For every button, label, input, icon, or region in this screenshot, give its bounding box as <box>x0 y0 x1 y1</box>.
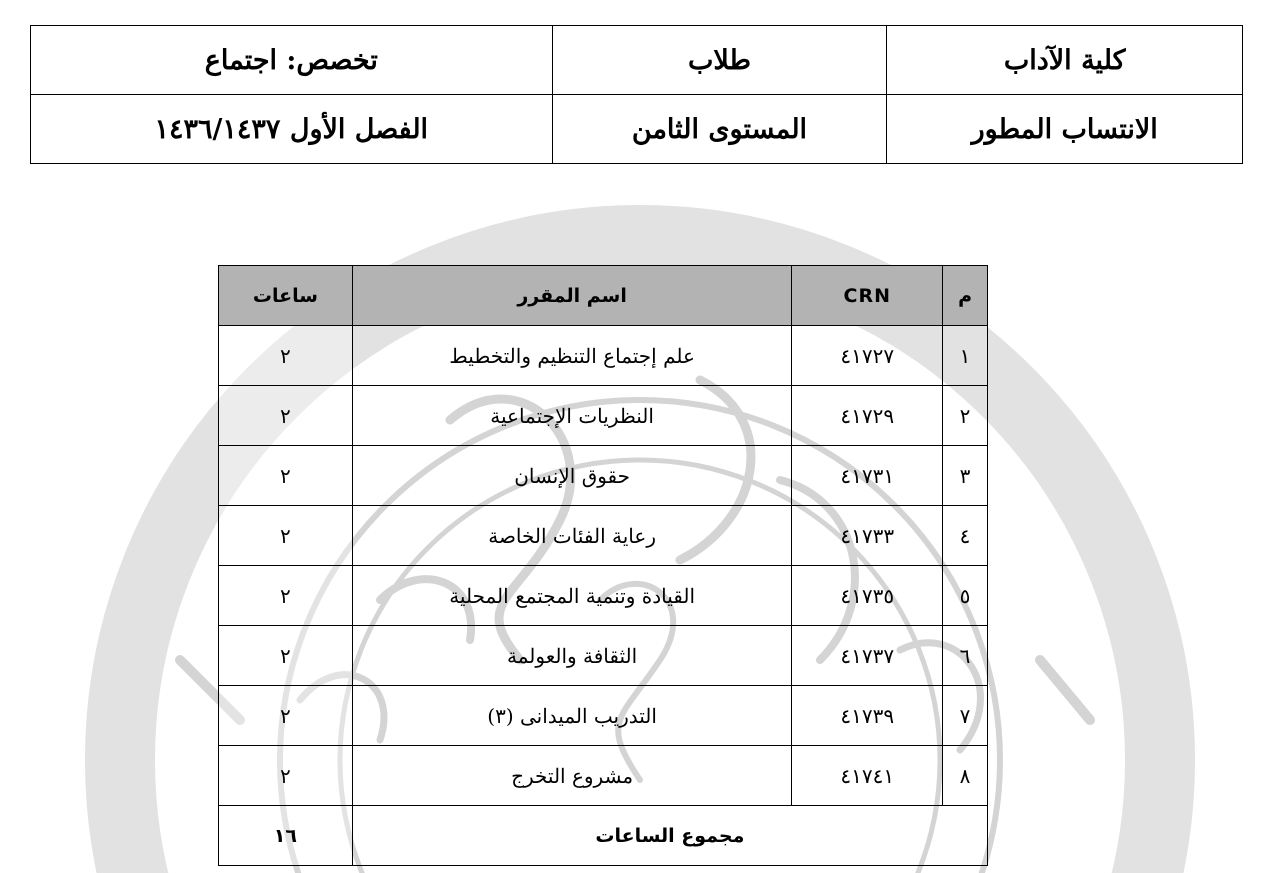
table-row <box>219 506 988 566</box>
table-row <box>219 446 988 506</box>
row-crn: ٤١٧٣٩ <box>792 686 943 746</box>
level-cell: المستوى الثامن <box>552 95 887 164</box>
row-hours: ٢ <box>219 686 353 746</box>
col-hours-header: ساعات <box>219 266 353 326</box>
specialization-cell: تخصص: اجتماع <box>31 26 553 95</box>
row-course-name: القيادة وتنمية المجتمع المحلية <box>352 566 792 626</box>
total-hours: ١٦ <box>219 806 353 866</box>
table-row <box>219 326 988 386</box>
col-name-header: اسم المقرر <box>352 266 792 326</box>
table-row <box>219 566 988 626</box>
row-num: ٦ <box>943 626 988 686</box>
header-row-2 <box>31 95 1243 164</box>
row-crn: ٤١٧٢٧ <box>792 326 943 386</box>
course-table-header <box>219 266 988 326</box>
row-hours: ٢ <box>219 506 353 566</box>
row-course-name: النظريات الإجتماعية <box>352 386 792 446</box>
row-crn: ٤١٧٣٥ <box>792 566 943 626</box>
header-table <box>30 25 1243 164</box>
row-course-name: حقوق الإنسان <box>352 446 792 506</box>
semester-cell: الفصل الأول ١٤٣٦/١٤٣٧ <box>31 95 553 164</box>
total-row <box>219 806 988 866</box>
row-hours: ٢ <box>219 326 353 386</box>
row-crn: ٤١٧٣١ <box>792 446 943 506</box>
row-num: ٤ <box>943 506 988 566</box>
header-row-1 <box>31 26 1243 95</box>
row-num: ١ <box>943 326 988 386</box>
table-row <box>219 386 988 446</box>
row-num: ٧ <box>943 686 988 746</box>
table-row <box>219 626 988 686</box>
row-course-name: الثقافة والعولمة <box>352 626 792 686</box>
row-course-name: مشروع التخرج <box>352 746 792 806</box>
row-crn: ٤١٧٣٣ <box>792 506 943 566</box>
total-label: مجموع الساعات <box>352 806 987 866</box>
row-hours: ٢ <box>219 446 353 506</box>
table-row <box>219 746 988 806</box>
row-course-name: التدريب الميدانى (٣) <box>352 686 792 746</box>
row-num: ٨ <box>943 746 988 806</box>
course-table <box>218 265 988 866</box>
row-hours: ٢ <box>219 566 353 626</box>
row-course-name: علم إجتماع التنظيم والتخطيط <box>352 326 792 386</box>
row-crn: ٤١٧٢٩ <box>792 386 943 446</box>
row-crn: ٤١٧٤١ <box>792 746 943 806</box>
table-row <box>219 686 988 746</box>
row-hours: ٢ <box>219 746 353 806</box>
students-cell: طلاب <box>552 26 887 95</box>
col-crn-header: CRN <box>792 266 943 326</box>
program-cell: الانتساب المطور <box>887 95 1243 164</box>
col-num-header: م <box>943 266 988 326</box>
row-num: ٥ <box>943 566 988 626</box>
row-num: ٢ <box>943 386 988 446</box>
row-crn: ٤١٧٣٧ <box>792 626 943 686</box>
row-num: ٣ <box>943 446 988 506</box>
row-hours: ٢ <box>219 386 353 446</box>
college-cell: كلية الآداب <box>887 26 1243 95</box>
row-hours: ٢ <box>219 626 353 686</box>
row-course-name: رعاية الفئات الخاصة <box>352 506 792 566</box>
